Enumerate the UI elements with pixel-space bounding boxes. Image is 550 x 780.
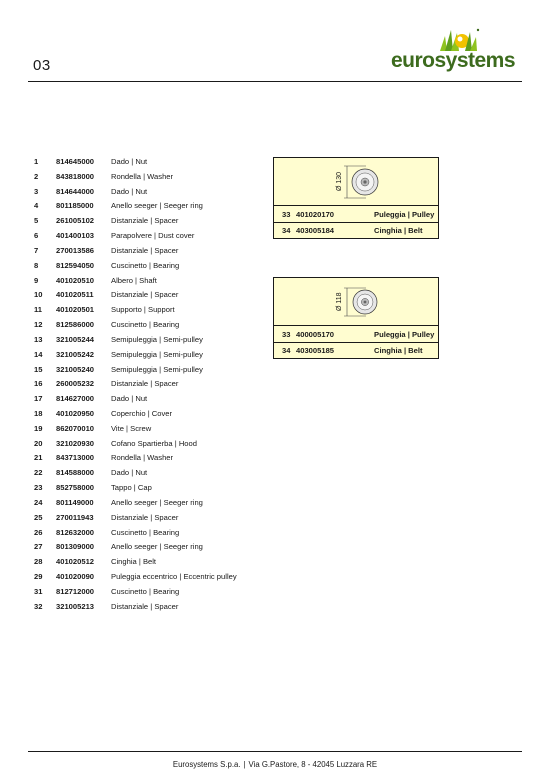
- part-number: 14: [34, 349, 43, 359]
- item-description: Puleggia | Pulley: [374, 210, 435, 219]
- item-number: 34: [282, 346, 291, 355]
- part-code: 814627000: [56, 394, 95, 404]
- part-description: Cuscinetto | Bearing: [111, 260, 180, 270]
- part-number: 6: [34, 231, 39, 241]
- part-code: 321020930: [56, 438, 95, 448]
- footer: [0, 760, 550, 769]
- part-code: 401400103: [56, 231, 95, 241]
- variant-box-118: [273, 277, 439, 359]
- footer-company: Eurosystems S.p.a.: [172, 760, 241, 769]
- part-number: 20: [34, 438, 43, 448]
- parts-list-row: [34, 213, 274, 228]
- parts-list-row: [34, 599, 274, 614]
- part-number: 26: [34, 527, 43, 537]
- item-code: 401020170: [296, 210, 335, 219]
- page-number: 03: [33, 57, 51, 74]
- part-code: 321005213: [56, 601, 95, 611]
- pulley-drawing-icon: [274, 278, 440, 326]
- part-code: 812712000: [56, 586, 95, 596]
- parts-list-row: [34, 421, 274, 436]
- part-description: Distanziale | Spacer: [111, 601, 179, 611]
- footer-separator: |: [243, 760, 246, 769]
- variant-box-130: [273, 157, 439, 239]
- item-description: Cinghia | Belt: [374, 346, 423, 355]
- part-number: 32: [34, 601, 43, 611]
- detail-divider: [274, 342, 438, 343]
- item-number: 33: [282, 330, 291, 339]
- part-number: 13: [34, 334, 43, 344]
- part-description: Rondella | Washer: [111, 171, 174, 181]
- variant-item: [274, 344, 438, 357]
- brand-logo: [378, 26, 528, 76]
- part-code: 814645000: [56, 156, 95, 166]
- part-number: 24: [34, 497, 43, 507]
- part-code: 260005232: [56, 379, 95, 389]
- part-number: 28: [34, 557, 43, 567]
- part-code: 401020950: [56, 408, 95, 418]
- part-description: Cofano Spartierba | Hood: [111, 438, 197, 448]
- part-number: 3: [34, 186, 39, 196]
- variant-item: [274, 224, 438, 237]
- part-number: 17: [34, 394, 43, 404]
- parts-list-row: [34, 554, 274, 569]
- part-number: 22: [34, 468, 43, 478]
- part-description: Distanziale | Spacer: [111, 290, 179, 300]
- part-code: 401020512: [56, 557, 95, 567]
- part-code: 270013586: [56, 245, 95, 255]
- part-code: 321005240: [56, 364, 95, 374]
- parts-list: [34, 154, 274, 614]
- parts-list-row: [34, 391, 274, 406]
- parts-list-row: [34, 451, 274, 466]
- part-description: Cuscinetto | Bearing: [111, 320, 180, 330]
- part-number: 25: [34, 512, 43, 522]
- footer-divider: [28, 751, 522, 752]
- parts-list-row: [34, 569, 274, 584]
- parts-list-row: [34, 302, 274, 317]
- part-number: 27: [34, 542, 43, 552]
- parts-list-row: [34, 347, 274, 362]
- part-description: Semipuleggia | Semi-pulley: [111, 334, 203, 344]
- part-code: 321005244: [56, 334, 95, 344]
- parts-list-row: [34, 317, 274, 332]
- variant-item: [274, 328, 438, 341]
- part-code: 852758000: [56, 483, 95, 493]
- part-number: 2: [34, 171, 39, 181]
- parts-list-row: [34, 228, 274, 243]
- part-description: Semipuleggia | Semi-pulley: [111, 364, 203, 374]
- parts-list-row: [34, 243, 274, 258]
- part-number: 9: [34, 275, 39, 285]
- parts-list-row: [34, 406, 274, 421]
- parts-list-row: [34, 436, 274, 451]
- part-number: 18: [34, 408, 43, 418]
- part-code: 843818000: [56, 171, 95, 181]
- part-description: Anello seeger | Seeger ring: [111, 542, 203, 552]
- parts-list-row: [34, 362, 274, 377]
- item-number: 34: [282, 226, 291, 235]
- parts-list-row: [34, 184, 274, 199]
- part-number: 7: [34, 245, 39, 255]
- part-code: 401020510: [56, 275, 95, 285]
- part-code: 321005242: [56, 349, 95, 359]
- part-description: Albero | Shaft: [111, 275, 157, 285]
- part-number: 11: [34, 305, 43, 315]
- item-code: 403005185: [296, 346, 335, 355]
- part-number: 15: [34, 364, 43, 374]
- part-number: 16: [34, 379, 43, 389]
- detail-divider: [274, 325, 438, 326]
- part-description: Tappo | Cap: [111, 483, 152, 493]
- part-description: Semipuleggia | Semi-pulley: [111, 349, 203, 359]
- part-description: Anello seeger | Seeger ring: [111, 497, 203, 507]
- part-description: Distanziale | Spacer: [111, 216, 179, 226]
- part-description: Dado | Nut: [111, 468, 148, 478]
- part-code: 843713000: [56, 453, 95, 463]
- parts-list-row: [34, 273, 274, 288]
- parts-list-row: [34, 198, 274, 213]
- part-description: Supporto | Support: [111, 305, 175, 315]
- parts-list-row: [34, 332, 274, 347]
- parts-list-row: [34, 584, 274, 599]
- part-number: 23: [34, 483, 43, 493]
- parts-list-row: [34, 169, 274, 184]
- part-description: Cuscinetto | Bearing: [111, 527, 180, 537]
- item-number: 33: [282, 210, 291, 219]
- parts-list-row: [34, 510, 274, 525]
- item-description: Puleggia | Pulley: [374, 330, 435, 339]
- part-description: Dado | Nut: [111, 186, 148, 196]
- part-number: 8: [34, 260, 39, 270]
- part-description: Cinghia | Belt: [111, 557, 157, 567]
- parts-list-row: [34, 287, 274, 302]
- part-number: 1: [34, 156, 39, 166]
- parts-list-row: [34, 495, 274, 510]
- part-code: 401020090: [56, 572, 95, 582]
- part-code: 812586000: [56, 320, 95, 330]
- part-code: 814588000: [56, 468, 95, 478]
- part-number: 31: [34, 586, 43, 596]
- part-code: 801185000: [56, 201, 94, 211]
- part-code: 401020501: [56, 305, 95, 315]
- part-description: Puleggia eccentrico | Eccentric pulley: [111, 572, 237, 582]
- part-code: 862070010: [56, 423, 95, 433]
- parts-list-row: [34, 465, 274, 480]
- part-code: 812594050: [56, 260, 95, 270]
- part-code: 801309000: [56, 542, 95, 552]
- part-code: 814644000: [56, 186, 95, 196]
- part-code: 812632000: [56, 527, 95, 537]
- part-code: 801149000: [56, 497, 94, 507]
- part-number: 21: [34, 453, 43, 463]
- part-code: 401020511: [56, 290, 94, 300]
- part-description: Distanziale | Spacer: [111, 512, 179, 522]
- part-number: 29: [34, 572, 43, 582]
- part-number: 5: [34, 216, 39, 226]
- detail-divider: [274, 222, 438, 223]
- part-code: 270011943: [56, 512, 94, 522]
- diameter-label: Ø 118: [336, 292, 343, 311]
- parts-list-row: [34, 525, 274, 540]
- parts-list-row: [34, 480, 274, 495]
- brand-name: eurosystems: [390, 49, 516, 72]
- parts-list-row: [34, 376, 274, 391]
- part-description: Coperchio | Cover: [111, 408, 173, 418]
- part-description: Dado | Nut: [111, 156, 148, 166]
- parts-list-row: [34, 154, 274, 169]
- part-description: Rondella | Washer: [111, 453, 174, 463]
- part-code: 261005102: [56, 216, 95, 226]
- part-description: Cuscinetto | Bearing: [111, 586, 180, 596]
- part-number: 4: [34, 201, 39, 211]
- pulley-drawing-icon: [274, 158, 440, 206]
- detail-divider: [274, 205, 438, 206]
- item-code: 400005170: [296, 330, 335, 339]
- part-description: Anello seeger | Seeger ring: [111, 201, 203, 211]
- part-description: Dado | Nut: [111, 394, 148, 404]
- part-description: Distanziale | Spacer: [111, 245, 179, 255]
- part-number: 12: [34, 320, 43, 330]
- part-number: 10: [34, 290, 43, 300]
- part-description: Distanziale | Spacer: [111, 379, 179, 389]
- parts-list-row: [34, 540, 274, 555]
- part-number: 19: [34, 423, 43, 433]
- parts-list-row: [34, 258, 274, 273]
- item-description: Cinghia | Belt: [374, 226, 423, 235]
- header-divider: [28, 81, 522, 82]
- part-description: Vite | Screw: [111, 423, 152, 433]
- item-code: 403005184: [296, 226, 335, 235]
- diameter-label: Ø 130: [336, 171, 343, 191]
- footer-address: Via G.Pastore, 8 - 42045 Luzzara RE: [248, 760, 378, 769]
- part-description: Parapolvere | Dust cover: [111, 231, 195, 241]
- variant-item: [274, 208, 438, 221]
